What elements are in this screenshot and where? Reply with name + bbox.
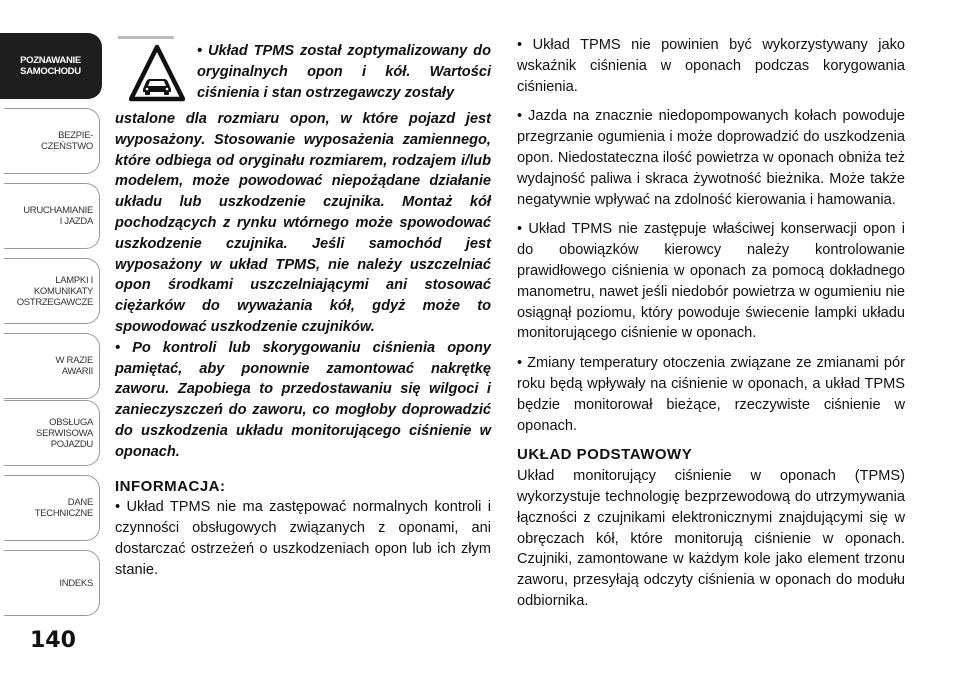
- info-text: • Układ TPMS nie ma zastępować normalnych kontroli i czynności obsługowych związanych z oponami, ani dostarczać ostrzeżeń o uszkodzeniach opon lub ich złym stanie.: [115, 499, 491, 578]
- bullet-paragraph: • Zmiany temperatury otoczenia związane ze zmianami pór roku będą wpływały na ciśnienie w oponach, a układ TPMS będzie monitorował bieżące, rzeczywiste ciśnienie w oponach.: [517, 355, 905, 434]
- info-heading: INFORMACJA:: [115, 477, 226, 495]
- warning-block: [115, 41, 491, 109]
- warning-separator: [118, 36, 174, 39]
- warning-body-text: ustalone dla rozmiaru opon, w które pojazd jest wyposażony. Stosowanie wyposażenia zamiennego, które odbiega od oryginału rozmiarem, rodzajem i/lub modelem, może powodować niepożądane działanie układu lub uszkodzenie czujnika. Montaż kół pochodzących z rynku wtórnego może spowodować uszkodzenie czujnika. Jeśli samochód jest wyposażony w układ TPMS, nie należy uszczelniać opon środkami uszczelniającymi ani stosować ciężarków do wyważania kół, gdyż może to spowodować uszkodzenie czujników.: [115, 111, 491, 335]
- chapter-sidebar: [0, 0, 107, 678]
- warning-second-bullet: • Po kontroli lub skorygowaniu ciśnienia opony pamiętać, aby ponownie zamontować nakrętkę zaworu. Zapobiega to przedostawaniu się wilgoci i zanieczyszczeń do zaworu, co mogłoby doprowadzić do uszkodzenia układu monitorującego ciśnienie w oponach.: [115, 339, 491, 460]
- bullet-paragraph: • Układ TPMS nie zastępuje właściwej konserwacji opon i do obowiązków kierowcy należy kontrolowanie prawidłowego ciśnienia w oponach za pomocą dokładnego manometru, nawet jeśli niedobór powietrza w ogumieniu nie osiągnął poziomu, który powoduje świecenie lampki układu monitorującego ciśnienie w oponach.: [517, 221, 905, 342]
- tab-poznawanie-samochodu[interactable]: POZNAWANIE SAMOCHODU: [0, 33, 102, 99]
- tab-lampki-i-komunikaty[interactable]: LAMPKI I KOMUNIKATY OSTRZEGAWCZE: [4, 258, 100, 324]
- section-heading: UKŁAD PODSTAWOWY: [517, 446, 693, 464]
- left-column: [115, 36, 491, 581]
- tab-obsluga-serwisowa[interactable]: OBSŁUGA SERWISOWA POJAZDU: [4, 400, 100, 466]
- tab-bezpieczenstwo[interactable]: BEZPIE- CZEŃSTWO: [4, 108, 100, 174]
- tab-indeks[interactable]: INDEKS: [4, 550, 100, 616]
- bullet-paragraph: • Jazda na znacznie niedopompowanych kołach powoduje przegrzanie ogumienia i może doprowadzić do uszkodzenia opon. Niedostateczna ilość powietrza w oponach obniża też wydajność paliwa i skraca żywotność bieżnika. Może także negatywnie wpływać na zdolność kierowania i hamowania.: [517, 108, 905, 208]
- right-column: [517, 35, 905, 612]
- section-text: Układ monitorujący ciśnienie w oponach (TPMS) wykorzystuje technologię bezprzewodową do utrzymywania łączności z czujnikami elektronicznymi znajdującymi się w obręczach kół, które monitorują ciśnienie w oponach. Czujniki, zamontowane w każdym kole jako element trzonu zaworu, przesyłają odczyty ciśnienia w oponach do modułu odbiornika.: [517, 468, 905, 609]
- warning-lead-text: • Układ TPMS został zoptymalizowany do oryginalnych opon i kół. Wartości ciśnienia i stan ostrzegawczy zostały: [197, 43, 491, 101]
- tab-w-razie-awarii[interactable]: W RAZIE AWARII: [4, 333, 100, 399]
- warning-triangle-car-icon: [129, 41, 185, 109]
- bullet-paragraph: • Układ TPMS nie powinien być wykorzystywany jako wskaźnik ciśnienia w oponach podczas korygowania ciśnienia.: [517, 37, 905, 95]
- page-number: 140: [30, 628, 76, 653]
- tab-uruchamianie-i-jazda[interactable]: URUCHAMIANIE I JAZDA: [4, 183, 100, 249]
- tab-dane-techniczne[interactable]: DANE TECHNICZNE: [4, 475, 100, 541]
